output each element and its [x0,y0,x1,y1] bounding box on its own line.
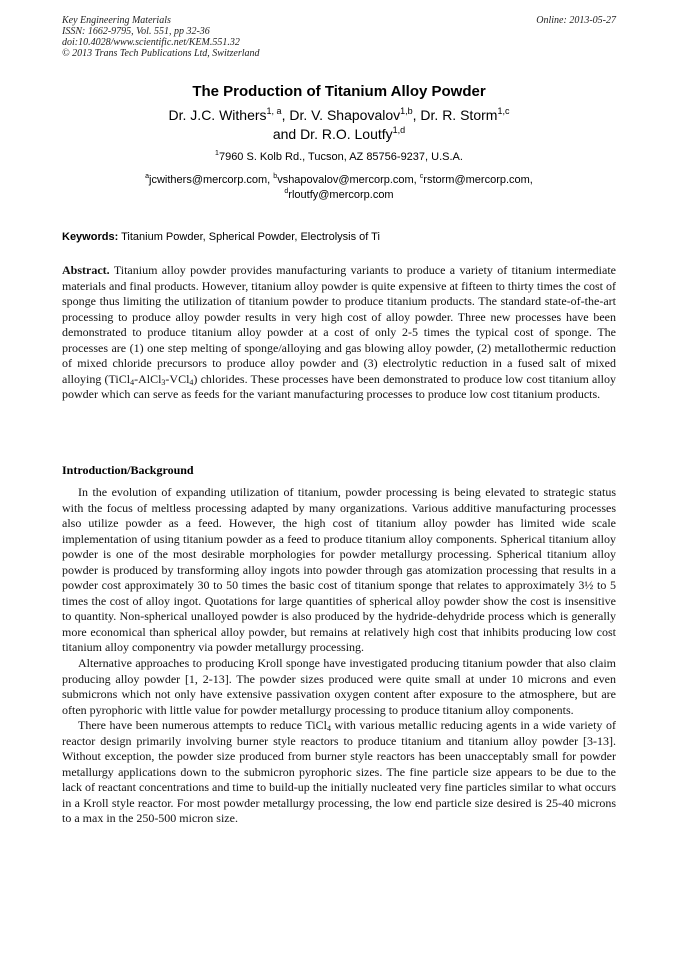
abstract-text: Titanium alloy powder provides manufacturing variants to produce a variety of titanium intermediate materials and final products. However, titanium alloy powder is quite expensive at fifteen to thirty times the cost of sponge thus limiting the utilization of titanium powder to produce titanium products. The standard state-of-the-art processing to produce alloy powder results in very high cost of alloy powder. Three new processes have been demonstrated to produce titanium alloy powder at a cost of only 2-5 times the typical cost of sponge. The processes are (1) one step melting of sponge/alloying and gas blowing alloy powder, (2) metallothermic reduction of mixed chloride precursors to produce alloy powder and (3) electrolytic reduction in a fused salt of mixed alloying (TiCl [62,263,616,386]
author-line-1: Dr. J.C. Withers$^{1, a}$, Dr. V. Shapovalov$^{1,b}$, Dr. R. Storm$^{1,c}$ [168,106,510,123]
abstract-text: -AlCl [134,371,162,386]
email-sup: c [419,173,424,180]
doi-line: doi:10.4028/www.scientific.net/KEM.551.32 [62,37,240,48]
copyright-line: © 2013 Trans Tech Publications Ltd, Switzerland [62,48,260,59]
abstract [62,263,616,403]
abstract-label: Abstract. [62,263,110,277]
issn-line: ISSN: 1662-9795, Vol. 551, pp 32-36 [62,26,210,37]
affiliation-sup: 1 [215,150,219,157]
subscript: 3 [161,377,166,387]
author-affil-sup: 1,c [497,106,510,116]
journal-name: Key Engineering Materials [62,15,171,26]
subscript: 4 [189,377,194,387]
keywords-label: Keywords: [62,231,119,243]
paragraph-text: with various metallic reducing agents in a wide variety of reactor design primarily involving burner style reactors to produce titanium and titanium alloy powder [3-13]. Without exception, the powder size produced from burner style reactors has been unacceptably small for powder metallurgy applications down to the submicron pyrophoric sizes. The fine particle size appears to be due to the lack of reactant concentrations and time to build-up the initially nucleated very fine particles similar to what occurs in a Kroll style reactor. For most powder metallurgy processing, the low end particle size desired is 25-40 microns to a max in the 250-500 micron size. [62,718,616,826]
email-sup: b [273,173,278,180]
affiliation [62,151,616,163]
author-name: Dr. R.O. Loutfy [300,126,393,142]
author-affil-sup: 1,b [400,106,413,116]
author-name: Dr. V. Shapovalov [289,107,401,123]
email-sup: a [145,173,150,180]
subscript: 4 [326,724,331,734]
paragraph: In the evolution of expanding utilization of titanium, powder processing is being elevated to strategic status with the focus of meltless processing adapted by many organizations. Various additive manufacturing processes also utilize powder as a feed. However, the high cost of titanium alloy powder has limited wide scale implementation of using titanium powder as a feed to produce titanium alloy components. Spherical titanium alloy powder is one of the most desirable morphologies for powder metallurgy processing. Spherical titanium alloy powder is produced by transforming alloy ingots into powder through gas atomization processing that results in a powder cost approximately 30 to 50 times the basic cost of titanium sponge that relates to approximately 3½ to 5 times the cost of alloy ingot. Quotations for large quantities of spherical alloy powder show the cost is insensitive to quantity. Non-spherical unalloyed powder is also produced by the hydride-dehydride process which is generally more economical than spherical alloy powder, but remains at relatively high cost that inhibits producing low cost titanium alloy componentry via powder metallurgy processing. [62,485,616,655]
email-sup: d [284,188,289,195]
abstract-text: ) chlorides. These processes have been demonstrated to produce low cost titanium alloy powder which can serve as feeds for the variant manufacturing processes to produce low cost titanium products. [62,371,617,402]
author-affil-sup: 1,d [392,125,406,135]
author-line-2 [62,125,616,144]
author-affil-sup: 1, a [266,106,282,116]
online-date: Online: 2013-05-27 [536,15,616,26]
author-emails [62,173,616,203]
author-list [62,106,616,144]
paragraph: Alternative approaches to producing Kroll sponge have investigated producing titanium powder that also claim producing alloy powder [1, 2-13]. The powder sizes produced were quite small at under 10 microns and even submicrons which not only have extensive passivation oxygen content after exposure to the atmosphere, but are often pyrophoric with little value for powder metallurgy processing to produce titanium alloy components. [62,656,616,717]
author-name: Dr. J.C. Withers [168,107,267,123]
paragraph-text: There have been numerous attempts to reduce TiCl [78,718,327,733]
email-link[interactable]: rstorm@mercorp.com, [423,174,533,186]
email-link[interactable]: rloutfy@mercorp.com [288,189,394,201]
email-line-1 [62,173,616,188]
email-line-2 [62,188,616,203]
section-heading: Introduction/Background [62,463,194,477]
journal-info [62,15,422,59]
affiliation-address: 7960 S. Kolb Rd., Tucson, AZ 85756-9237, U.S.A. [218,151,463,163]
paragraph [62,718,616,827]
introduction-body [62,485,616,827]
paper-title: The Production of Titanium Alloy Powder [192,83,486,100]
keywords [62,231,616,243]
abstract-text: -VCl [165,371,190,386]
subscript: 4 [130,377,135,387]
email-link[interactable]: jcwithers@mercorp.com, [149,174,274,186]
email-link[interactable]: vshapovalov@mercorp.com, [277,174,420,186]
keywords-text: Titanium Powder, Spherical Powder, Electrolysis of Ti [118,231,380,243]
author-name: Dr. R. Storm [420,107,498,123]
author-conjunction: and [272,126,301,142]
